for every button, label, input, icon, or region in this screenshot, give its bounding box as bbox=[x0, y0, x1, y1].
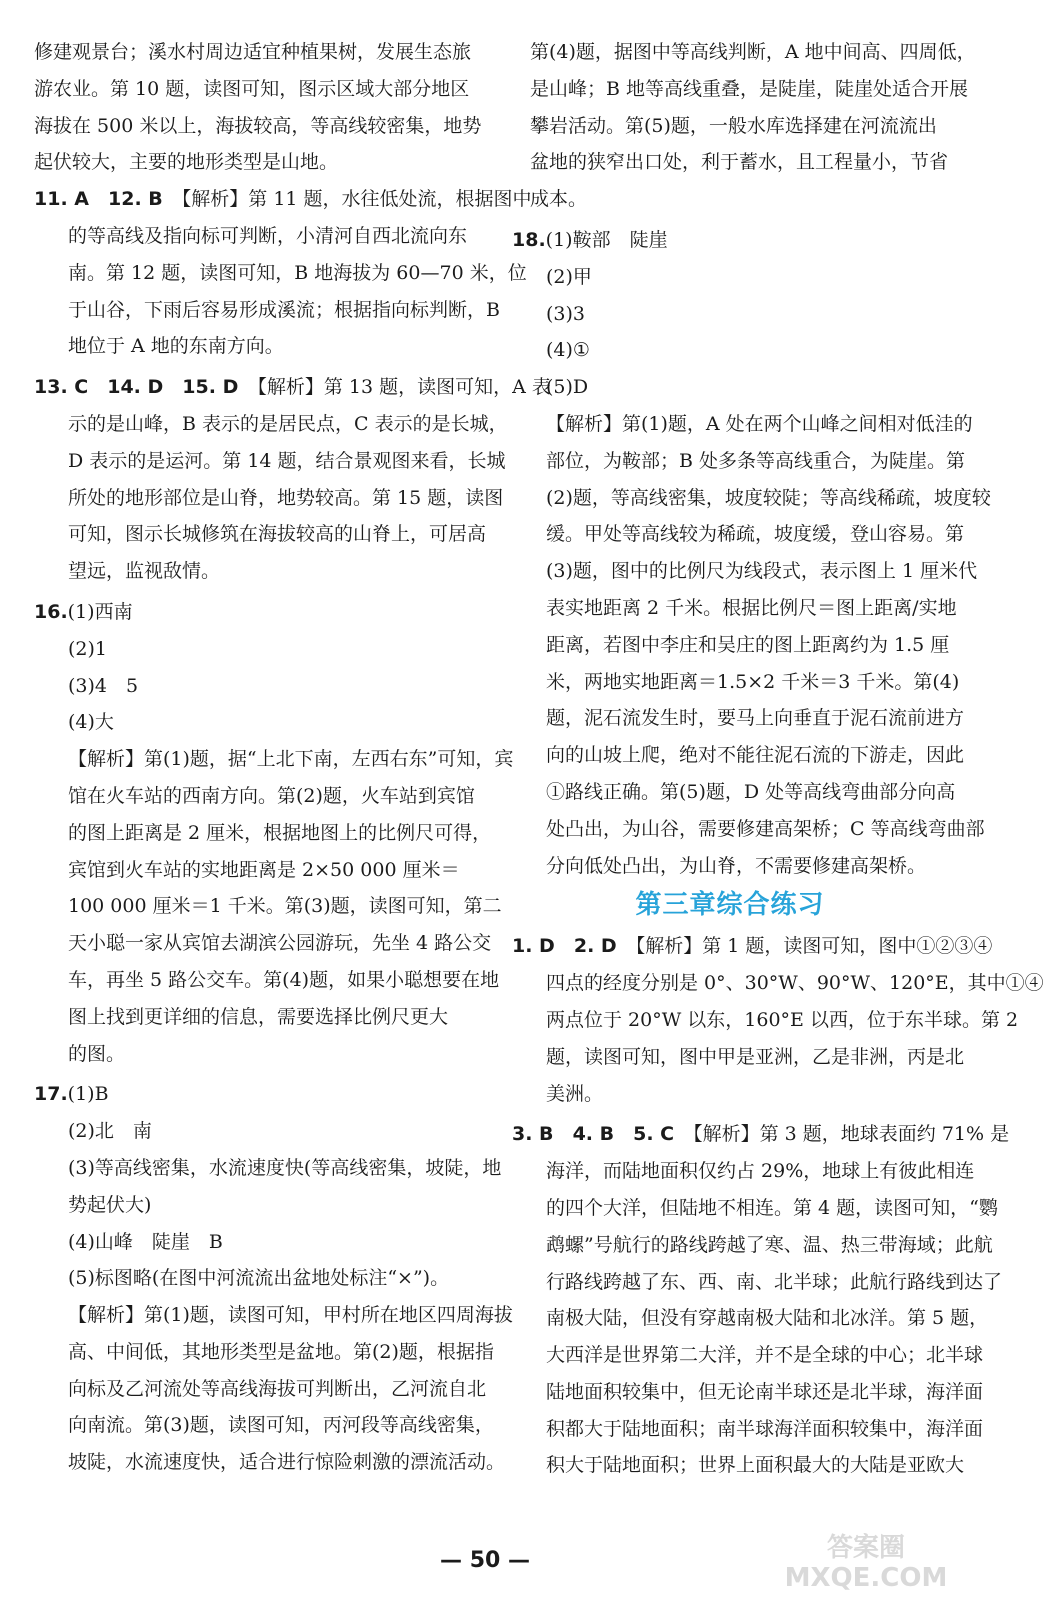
answer-label: 11. A bbox=[34, 188, 89, 211]
text-line: 成本。 bbox=[530, 188, 588, 211]
explanation-text: 【解析】第 13 题，读图可知，A 表 bbox=[257, 376, 551, 399]
answer-text: (3)等高线密集，水流速度快(等高线密集，坡陡，地 bbox=[68, 1156, 502, 1179]
text-line: 是山峰；B 地等高线重叠，是陡崖，陡崖处适合开展 bbox=[530, 77, 969, 100]
text-line: 馆在火车站的西南方向。第(2)题，火车站到宾馆 bbox=[68, 784, 475, 807]
answer-text: (4)大 bbox=[68, 711, 114, 734]
text-line: 可知，图示长城修筑在海拔较高的山脊上，可居高 bbox=[68, 523, 487, 546]
answer-block-17 bbox=[34, 1076, 513, 1481]
text-line: 示的是山峰，B 表示的是居民点，C 表示的是长城， bbox=[68, 412, 508, 435]
svg-text:答案圈: 答案圈 bbox=[826, 1533, 906, 1563]
answer-text: (3)4 5 bbox=[68, 674, 139, 697]
answer-text: (2)甲 bbox=[546, 265, 592, 288]
text-line: 所处的地形部位是山脊，地势较高。第 15 题，读图 bbox=[68, 486, 504, 509]
text-line: 天小聪一家从宾馆去湖滨公园游玩，先坐 4 路公交 bbox=[68, 932, 492, 955]
text-line bbox=[512, 928, 993, 965]
answer-label: 17. bbox=[34, 1083, 68, 1106]
text-line: 分向低处凸出，为山脊，不需要修建高架桥。 bbox=[546, 854, 927, 877]
section-title: 第三章综合练习 bbox=[635, 890, 825, 921]
text-line: 海洋，而陆地面积仅约占 29%，地球上有彼此相连 bbox=[546, 1160, 975, 1183]
text-line: 高、中间低，其地形类型是盆地。第(2)题，根据指 bbox=[68, 1340, 494, 1363]
text-line: 题，读图可知，图中甲是亚洲，乙是非洲，丙是北 bbox=[546, 1045, 965, 1068]
answer-text: (2)1 bbox=[68, 637, 108, 660]
text-line: 米，两地实地距离＝1.5×2 千米＝3 千米。第(4) bbox=[546, 670, 960, 693]
text-line: 行路线跨越了东、西、南、北半球；此航行路线到达了 bbox=[546, 1270, 1003, 1293]
answer-label: 14. D bbox=[107, 376, 164, 399]
text-line: 车，再坐 5 路公交车。第(4)题，如果小聪想要在地 bbox=[68, 968, 500, 991]
answer-label: 16. bbox=[34, 600, 68, 623]
text-line: 部位，为鞍部；B 处多条等高线重合，为陡崖。第 bbox=[546, 449, 966, 472]
answer-text: (1)鞍部 陡崖 bbox=[545, 228, 668, 251]
text-line: 100 000 厘米＝1 千米。第(3)题，读图可知，第二 bbox=[68, 895, 502, 918]
text-line bbox=[34, 181, 532, 218]
text-line: 【解析】第(1)题，读图可知，甲村所在地区四周海拔 bbox=[68, 1304, 513, 1327]
answer-label: 5. C bbox=[633, 1123, 675, 1146]
watermark-logo bbox=[766, 1526, 966, 1594]
text-line bbox=[34, 1076, 482, 1113]
text-line: 美洲。 bbox=[546, 1082, 604, 1105]
answer-label: 1. D bbox=[512, 935, 555, 958]
text-line: (3)题，图中的比例尺为线段式，表示图上 1 厘米代 bbox=[546, 560, 978, 583]
text-line bbox=[34, 594, 482, 631]
answer-paragraph-10 bbox=[34, 34, 482, 181]
text-line: 向标及乙河流处等高线海拔可判断出，乙河流自北 bbox=[68, 1377, 487, 1400]
text-line: 距离，若图中李庄和吴庄的图上距离约为 1.5 厘 bbox=[546, 633, 950, 656]
answer-paragraph-17-continued bbox=[512, 34, 976, 218]
answer-text: (3)3 bbox=[546, 302, 586, 325]
answer-block-1-2 bbox=[512, 928, 1044, 1112]
answer-text: (5)D bbox=[546, 376, 589, 399]
answer-label: 3. B bbox=[512, 1123, 554, 1146]
svg-text:MXQE.COM: MXQE.COM bbox=[784, 1563, 948, 1593]
text-line: D 表示的是运河。第 14 题，结合景观图来看，长城 bbox=[68, 449, 506, 472]
text-line: 南极大陆，但没有穿越南极大陆和北冰洋。第 5 题， bbox=[546, 1307, 989, 1330]
answer-text: (5)标图略(在图中河流流出盆地处标注“×”)。 bbox=[68, 1267, 450, 1290]
answer-text: (2)北 南 bbox=[68, 1120, 152, 1143]
text-line: 修建观景台；溪水村周边适宜种植果树，发展生态旅 bbox=[34, 41, 472, 63]
explanation-text: 【解析】第 3 题，地球表面约 71% 是 bbox=[693, 1123, 1010, 1146]
text-line: ①路线正确。第(5)题，D 处等高线弯曲部分向高 bbox=[546, 780, 956, 803]
text-line: 处凸出，为山谷，需要修建高架桥；C 等高线弯曲部 bbox=[546, 817, 985, 840]
text-line: 题，泥石流发生时，要马上向垂直于泥石流前进方 bbox=[546, 707, 965, 730]
answer-text: (4)山峰 陡崖 B bbox=[68, 1230, 223, 1253]
text-line: 攀岩活动。第(5)题，一般水库选择建在河流流出 bbox=[530, 114, 937, 137]
text-line: 向南流。第(3)题，读图可知，丙河段等高线密集， bbox=[68, 1414, 494, 1437]
text-line: 积大于陆地面积；世界上面积最大的大陆是亚欧大 bbox=[546, 1454, 965, 1477]
answer-label: 12. B bbox=[108, 188, 163, 211]
answer-text: (1)西南 bbox=[67, 600, 133, 623]
text-line: (2)题，等高线密集，坡度较陡；等高线稀疏，坡度较 bbox=[546, 486, 991, 509]
answer-block-18 bbox=[512, 222, 991, 884]
text-line: 【解析】第(1)题，A 处在两个山峰之间相对低洼的 bbox=[546, 412, 973, 435]
text-line: 海拔在 500 米以上，海拔较高，等高线较密集，地势 bbox=[34, 114, 482, 137]
answer-label: 2. D bbox=[573, 935, 617, 958]
text-line: 【解析】第(1)题，据“上北下南，左西右东”可知，宾 bbox=[68, 748, 514, 771]
text-line: 的等高线及指向标可判断，小清河自西北流向东 bbox=[68, 224, 468, 247]
answer-block-16 bbox=[34, 594, 514, 1072]
text-line bbox=[512, 1116, 1010, 1153]
answer-text: (4)① bbox=[546, 339, 590, 362]
text-line: 鹉螺”号航行的路线跨越了寒、温、热三带海域；此航 bbox=[546, 1233, 993, 1256]
answer-block-13-15 bbox=[34, 369, 551, 590]
page-number: — 50 — bbox=[440, 1548, 530, 1573]
text-line: 游农业。第 10 题，读图可知，图示区域大部分地区 bbox=[34, 77, 470, 100]
answer-label: 4. B bbox=[572, 1123, 615, 1146]
text-line bbox=[34, 369, 551, 406]
answer-text: 势起伏大) bbox=[68, 1193, 152, 1216]
answer-text: (1)B bbox=[67, 1083, 109, 1106]
text-line: 表实地距离 2 千米。根据比例尺＝图上距离/实地 bbox=[546, 596, 957, 619]
text-line: 的图上距离是 2 厘米，根据地图上的比例尺可得， bbox=[68, 821, 492, 844]
explanation-text: 【解析】第 1 题，读图可知，图中①②③④ bbox=[635, 935, 993, 958]
text-line: 四点的经度分别是 0°、30°W、90°W、120°E，其中①④ bbox=[546, 972, 1044, 995]
text-line: 第(4)题，据图中等高线判断，A 地中间高、四周低， bbox=[530, 41, 976, 63]
explanation-text: 【解析】第 11 题，水往低处流，根据图中 bbox=[181, 188, 532, 211]
text-line: 的四个大洋，但陆地不相连。第 4 题，读图可知，“鹦 bbox=[546, 1196, 998, 1219]
text-line: 于山谷，下雨后容易形成溪流；根据指向标判断，B bbox=[68, 298, 500, 321]
answer-label: 18. bbox=[512, 228, 546, 251]
text-line: 两点位于 20°W 以东，160°E 以西，位于东半球。第 2 bbox=[546, 1008, 1019, 1031]
text-line: 大西洋是世界第二大洋，并不是全球的中心；北半球 bbox=[546, 1344, 984, 1367]
text-line: 缓。甲处等高线较为稀疏，坡度缓，登山容易。第 bbox=[546, 523, 965, 546]
answer-label: 15. D bbox=[182, 376, 239, 399]
text-line: 望远，监视敌情。 bbox=[68, 560, 221, 583]
text-line: 宾馆到火车站的实地距离是 2×50 000 厘米＝ bbox=[68, 858, 460, 881]
right-column bbox=[512, 34, 1044, 1484]
text-line: 南。第 12 题，读图可知，B 地海拔为 60—70 米，位 bbox=[68, 261, 527, 284]
text-line: 的图。 bbox=[68, 1042, 126, 1065]
text-line: 起伏较大，主要的地形类型是山地。 bbox=[34, 151, 339, 174]
text-line: 图上找到更详细的信息，需要选择比例尺更大 bbox=[68, 1005, 449, 1028]
answer-label: 13. C bbox=[34, 376, 89, 399]
text-line: 向的山坡上爬，绝对不能往泥石流的下游走，因此 bbox=[546, 744, 965, 767]
text-line: 地位于 A 地的东南方向。 bbox=[68, 335, 284, 358]
text-line: 陆地面积较集中，但无论南半球还是北半球，海洋面 bbox=[546, 1380, 984, 1403]
text-line: 坡陡，水流速度快，适合进行惊险刺激的漂流活动。 bbox=[68, 1451, 506, 1474]
text-line bbox=[512, 222, 948, 259]
text-line: 盆地的狭窄出口处，利于蓄水，且工程量小，节省 bbox=[530, 151, 949, 174]
text-line: 积都大于陆地面积；南半球海洋面积较集中，海洋面 bbox=[546, 1417, 984, 1440]
answer-block-3-5 bbox=[512, 1116, 1010, 1484]
